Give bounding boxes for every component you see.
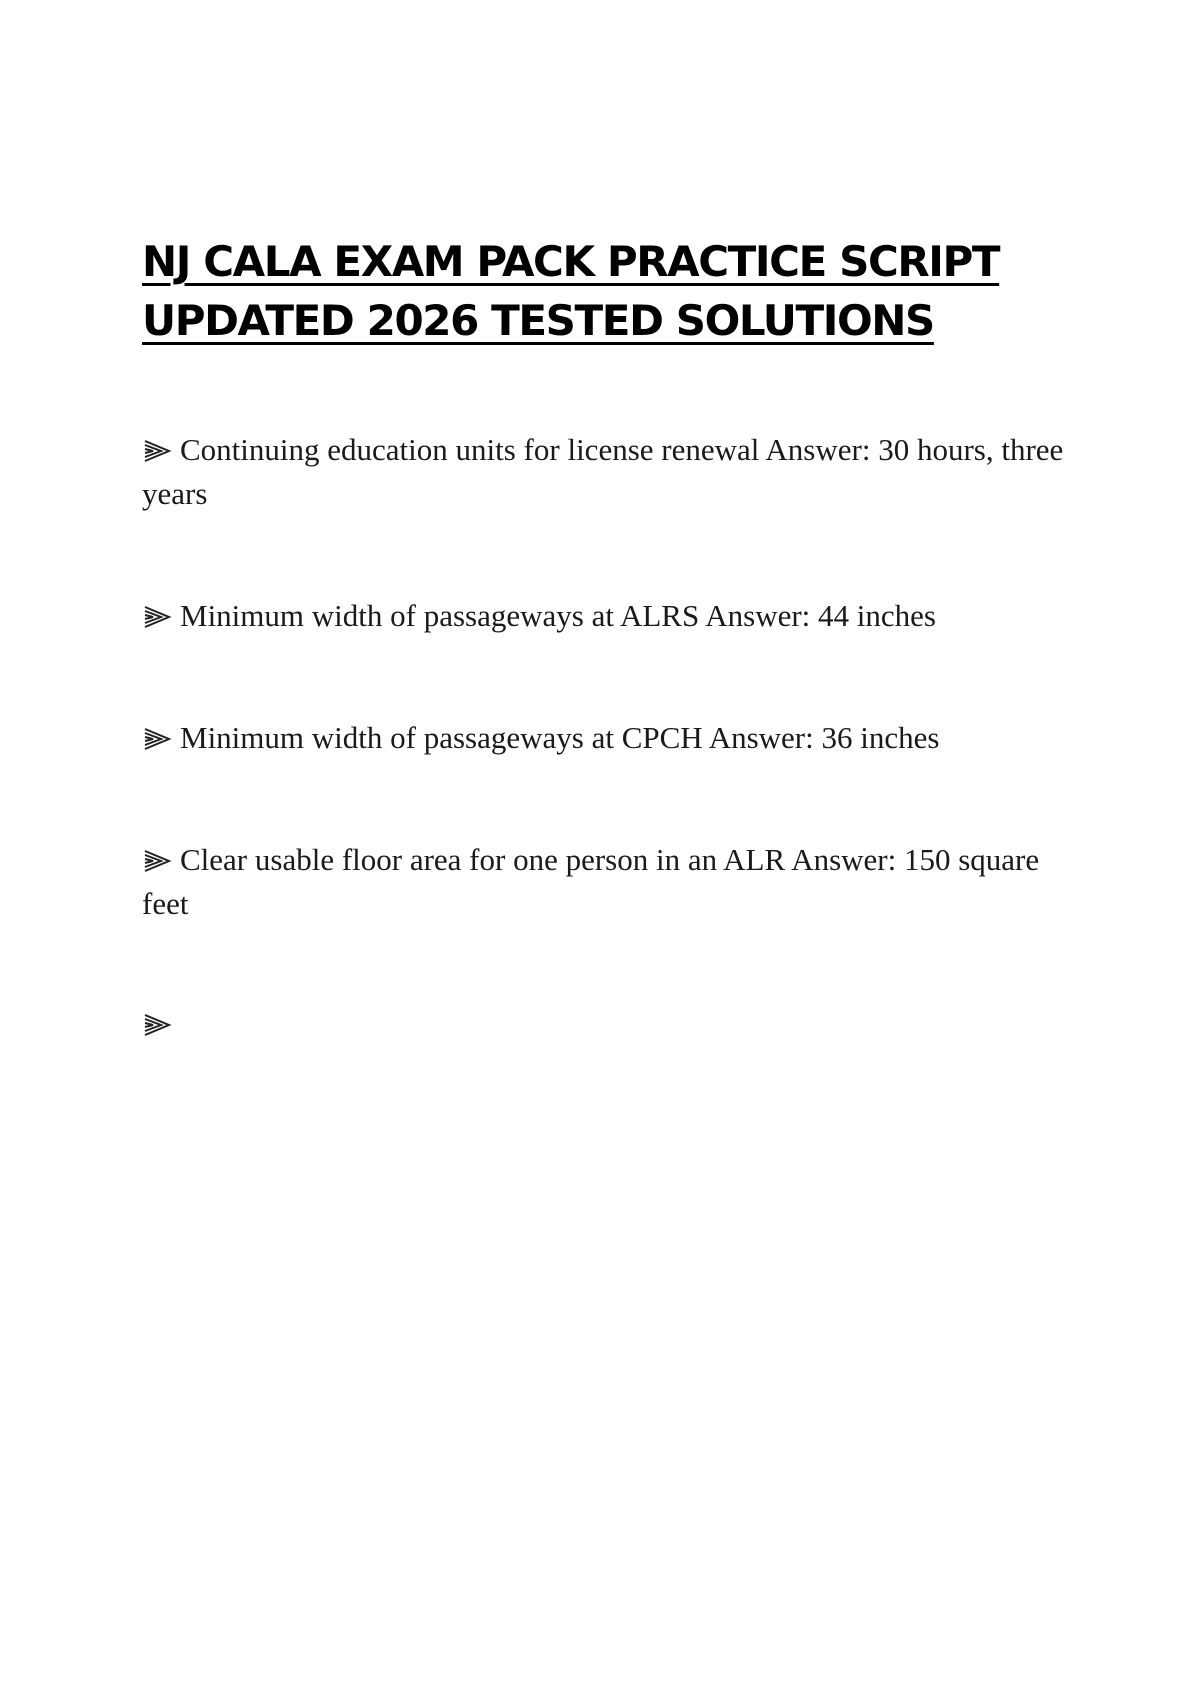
qa-item-text: Minimum width of passageways at ALRS Answer: 44 inches (180, 598, 936, 633)
title-line-1: NJ CALA EXAM PACK PRACTICE SCRIPT (142, 237, 1000, 286)
qa-item (142, 428, 1082, 516)
triple-arrow-bullet-icon (142, 849, 172, 873)
qa-item (142, 838, 1082, 926)
qa-item-text: Minimum width of passageways at CPCH Answer: 36 inches (180, 720, 940, 755)
qa-item-text: Continuing education units for license renewal Answer: 30 hours, three years (142, 432, 1064, 511)
triple-arrow-bullet-icon (142, 439, 172, 463)
qa-item-text: Clear usable floor area for one person in an ALR Answer: 150 square feet (142, 842, 1040, 921)
triple-arrow-bullet-icon (142, 605, 172, 629)
qa-item (142, 716, 1082, 760)
triple-arrow-bullet-icon (142, 727, 172, 751)
title-line-2: UPDATED 2026 TESTED SOLUTIONS (142, 296, 934, 345)
qa-item (142, 1002, 1082, 1046)
document-title (142, 232, 1062, 350)
triple-arrow-bullet-icon (142, 1013, 172, 1037)
qa-item (142, 594, 1082, 638)
